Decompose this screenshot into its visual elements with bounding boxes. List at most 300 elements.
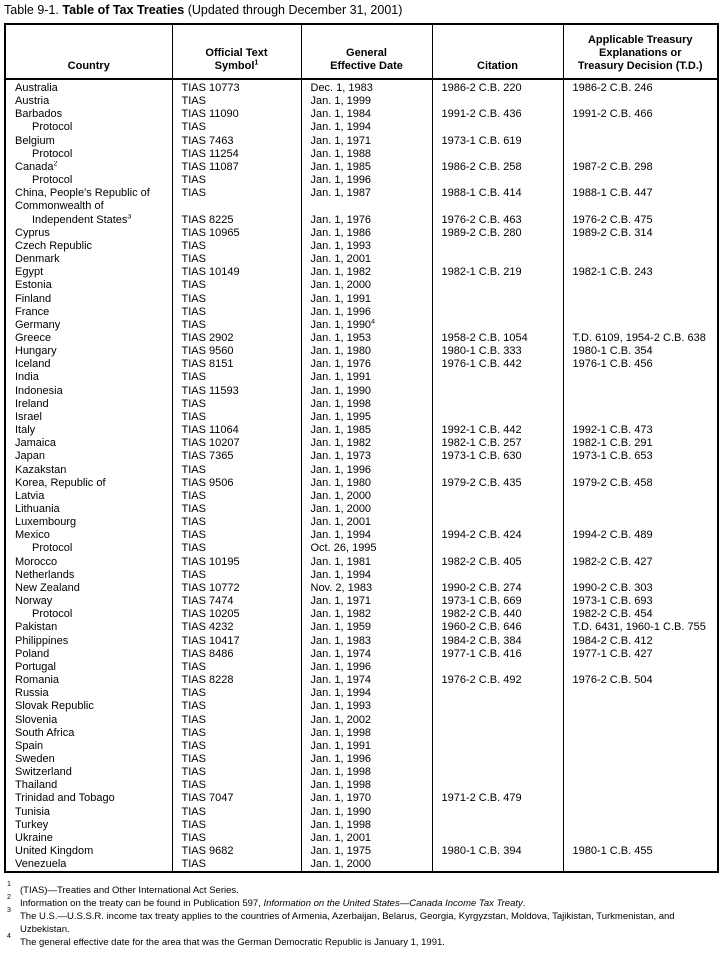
citation-cell: [432, 306, 563, 319]
table-row: [5, 437, 718, 450]
effective-date-cell: Jan. 1, 1996: [301, 174, 432, 187]
country-label: United Kingdom: [15, 845, 94, 858]
country-cell: [5, 792, 172, 805]
country-label: Poland: [15, 647, 50, 660]
effective-date-cell: Jan. 1, 1991: [301, 293, 432, 306]
table-row: [5, 595, 718, 608]
country-cell: [5, 727, 172, 740]
country-cell: [5, 227, 172, 240]
effective-date-cell: Jan. 1, 1996: [301, 306, 432, 319]
country-cell: [5, 819, 172, 832]
country-label: India: [15, 371, 39, 384]
table-row: [5, 161, 718, 174]
title-prefix: Table 9-1.: [4, 3, 59, 17]
symbol-cell: TIAS: [172, 779, 301, 792]
table-header: [5, 24, 718, 79]
treasury-cell: [563, 306, 718, 319]
effective-date-cell: Dec. 1, 1983: [301, 79, 432, 95]
country-cell: [5, 437, 172, 450]
effective-date-cell: Jan. 1, 1994: [301, 687, 432, 700]
effective-date-cell: Jan. 1, 1987: [301, 187, 432, 200]
treasury-cell: [563, 135, 718, 148]
country-label: Barbados: [15, 108, 63, 121]
table-row: [5, 806, 718, 819]
col-header-country-label: Country: [67, 60, 110, 72]
symbol-cell: TIAS: [172, 714, 301, 727]
citation-cell: [432, 503, 563, 516]
citation-cell: 1988-1 C.B. 414: [432, 187, 563, 200]
table-row: [5, 858, 718, 872]
country-cell: [5, 424, 172, 437]
effective-date-cell: Jan. 1, 1999: [301, 95, 432, 108]
country-label: Ukraine: [15, 831, 53, 844]
table-row: [5, 714, 718, 727]
symbol-cell: TIAS: [172, 569, 301, 582]
country-label: Trinidad and Tobago: [15, 792, 115, 805]
col-header-symbol-line1: Official Text: [205, 47, 268, 59]
table-row: [5, 332, 718, 345]
country-cell: [5, 464, 172, 477]
country-cell: [5, 714, 172, 727]
treasury-cell: [563, 516, 718, 529]
country-label: Protocol: [32, 608, 73, 621]
symbol-cell: TIAS 10417: [172, 635, 301, 648]
country-label: Germany: [15, 318, 61, 331]
country-cell: [5, 661, 172, 674]
citation-cell: 1991-2 C.B. 436: [432, 108, 563, 121]
country-label: Israel: [15, 410, 42, 423]
country-cell: [5, 411, 172, 424]
table-row: [5, 766, 718, 779]
title-main: Table of Tax Treaties: [62, 3, 185, 17]
country-label: Australia: [15, 82, 58, 94]
treasury-cell: 1989-2 C.B. 314: [563, 227, 718, 240]
treasury-cell: [563, 766, 718, 779]
symbol-cell: TIAS 10149: [172, 266, 301, 279]
symbol-cell: TIAS 8151: [172, 358, 301, 371]
citation-cell: [432, 253, 563, 266]
effective-date-cell: Jan. 1, 1971: [301, 595, 432, 608]
country-label: Kazakstan: [15, 463, 67, 476]
effective-date-cell: Jan. 1, 1970: [301, 792, 432, 805]
symbol-cell: TIAS 11064: [172, 424, 301, 437]
country-label: Czech Republic: [15, 239, 93, 252]
table-row: [5, 227, 718, 240]
citation-cell: [432, 293, 563, 306]
symbol-cell: TIAS 10205: [172, 608, 301, 621]
symbol-cell: TIAS: [172, 661, 301, 674]
country-cell: [5, 595, 172, 608]
citation-cell: [432, 95, 563, 108]
citation-cell: 1986-2 C.B. 220: [432, 79, 563, 95]
table-row: [5, 200, 718, 213]
treasury-cell: 1982-2 C.B. 427: [563, 556, 718, 569]
col-header-effective-date: [301, 24, 432, 79]
treasury-cell: [563, 200, 718, 213]
effective-date-cell: Jan. 1, 1998: [301, 819, 432, 832]
citation-cell: [432, 832, 563, 845]
table-row: [5, 503, 718, 516]
symbol-cell: TIAS: [172, 858, 301, 872]
country-cell: [5, 516, 172, 529]
symbol-cell: TIAS 7463: [172, 135, 301, 148]
effective-date-cell: [301, 200, 432, 213]
effective-date-cell: Jan. 1, 1973: [301, 450, 432, 463]
table-row: [5, 740, 718, 753]
effective-date-cell: Jan. 1, 1991: [301, 371, 432, 384]
citation-cell: [432, 661, 563, 674]
symbol-cell: TIAS: [172, 187, 301, 200]
treasury-cell: [563, 832, 718, 845]
symbol-cell: TIAS: [172, 95, 301, 108]
symbol-cell: TIAS: [172, 832, 301, 845]
country-cell: [5, 450, 172, 463]
country-cell: [5, 832, 172, 845]
symbol-cell: TIAS 2902: [172, 332, 301, 345]
symbol-cell: TIAS: [172, 253, 301, 266]
symbol-cell: TIAS 9560: [172, 345, 301, 358]
citation-cell: 1980-1 C.B. 333: [432, 345, 563, 358]
country-cell: [5, 766, 172, 779]
symbol-cell: [172, 200, 301, 213]
country-label: Independent States: [32, 213, 128, 226]
table-row: [5, 477, 718, 490]
table-row: [5, 358, 718, 371]
table-row: [5, 319, 718, 332]
effective-date-cell: Jan. 1, 1993: [301, 240, 432, 253]
symbol-cell: TIAS 10195: [172, 556, 301, 569]
effective-date-cell: Jan. 1, 1994: [301, 529, 432, 542]
citation-cell: [432, 200, 563, 213]
citation-cell: 1960-2 C.B. 646: [432, 621, 563, 634]
citation-cell: [432, 700, 563, 713]
effective-date-cell: Jan. 1, 1998: [301, 398, 432, 411]
country-cell: [5, 529, 172, 542]
symbol-cell: TIAS: [172, 464, 301, 477]
table-row: [5, 306, 718, 319]
citation-cell: 1973-1 C.B. 619: [432, 135, 563, 148]
treasury-cell: 1990-2 C.B. 303: [563, 582, 718, 595]
citation-cell: 1984-2 C.B. 384: [432, 635, 563, 648]
country-label: China, People's Republic of: [15, 187, 150, 200]
treasury-cell: 1973-1 C.B. 653: [563, 450, 718, 463]
footnote-4: 4 The general effective date for the area that was the German Democratic Republic is January 1, 1991.: [7, 933, 445, 949]
symbol-cell: TIAS 7047: [172, 792, 301, 805]
country-cell: [5, 200, 172, 213]
col-header-country: [5, 24, 172, 79]
treasury-cell: 1973-1 C.B. 693: [563, 595, 718, 608]
country-label: Morocco: [15, 555, 58, 568]
country-cell: [5, 371, 172, 384]
effective-date-cell: Jan. 1, 1996: [301, 753, 432, 766]
table-row: [5, 687, 718, 700]
effective-date-cell: Jan. 1, 1984: [301, 108, 432, 121]
treasury-cell: 1976-1 C.B. 456: [563, 358, 718, 371]
symbol-cell: TIAS: [172, 411, 301, 424]
effective-date-cell: Jan. 1, 1980: [301, 477, 432, 490]
footnote-3: 3 The U.S.—U.S.S.R. income tax treaty applies to the countries of Armenia, Azerbaijan, Belarus, Georgia, Kyrgyzstan, Moldova, Tajikistan, Turkmenistan, and Uzbekistan.: [7, 907, 675, 936]
country-cell: [5, 845, 172, 858]
country-label: Hungary: [15, 345, 57, 358]
symbol-cell: TIAS 11087: [172, 161, 301, 174]
table-row: [5, 450, 718, 463]
country-cell: [5, 608, 172, 621]
table-row: [5, 727, 718, 740]
effective-date-cell: Jan. 1, 1974: [301, 648, 432, 661]
citation-cell: [432, 727, 563, 740]
table-row: [5, 635, 718, 648]
country-label: Latvia: [15, 489, 45, 502]
country-cell: [5, 240, 172, 253]
country-label: Spain: [15, 739, 44, 752]
tax-treaties-table: [4, 23, 719, 873]
country-cell: [5, 148, 172, 161]
country-cell: [5, 253, 172, 266]
effective-date-cell: Jan. 1, 2001: [301, 253, 432, 266]
country-label: Belgium: [15, 134, 55, 147]
footnote-ref-1: 1: [254, 59, 259, 67]
table-row: [5, 464, 718, 477]
citation-cell: [432, 714, 563, 727]
table-row: [5, 621, 718, 634]
country-label: New Zealand: [15, 581, 80, 594]
country-cell: [5, 187, 172, 200]
symbol-cell: TIAS 8225: [172, 214, 301, 227]
footnote-2: 2 Information on the treaty can be found in Publication 597, Information on the United States—Canada Income Tax Treaty.: [7, 894, 526, 910]
effective-date-cell: Jan. 1, 1975: [301, 845, 432, 858]
citation-cell: [432, 148, 563, 161]
country-cell: [5, 635, 172, 648]
country-label: Luxembourg: [15, 516, 77, 529]
citation-cell: 1986-2 C.B. 258: [432, 161, 563, 174]
symbol-cell: TIAS 8228: [172, 674, 301, 687]
country-label: Finland: [15, 292, 52, 305]
citation-cell: [432, 385, 563, 398]
symbol-cell: TIAS 10772: [172, 582, 301, 595]
symbol-cell: TIAS: [172, 240, 301, 253]
effective-date-cell: Jan. 1, 2000: [301, 503, 432, 516]
effective-date-cell: Jan. 1, 1994: [301, 121, 432, 134]
country-label: Portugal: [15, 660, 56, 673]
table-row: [5, 424, 718, 437]
treasury-cell: 1984-2 C.B. 412: [563, 635, 718, 648]
table-row: [5, 174, 718, 187]
citation-cell: [432, 240, 563, 253]
symbol-cell: TIAS 10965: [172, 227, 301, 240]
treasury-cell: 1982-2 C.B. 454: [563, 608, 718, 621]
citation-cell: 1976-2 C.B. 492: [432, 674, 563, 687]
country-label: Canada: [15, 160, 54, 173]
country-cell: [5, 582, 172, 595]
table-row: [5, 819, 718, 832]
effective-date-cell: Jan. 1, 1996: [301, 661, 432, 674]
country-cell: [5, 477, 172, 490]
citation-cell: 1958-2 C.B. 1054: [432, 332, 563, 345]
country-label: Egypt: [15, 266, 44, 279]
symbol-cell: TIAS: [172, 306, 301, 319]
table-row: [5, 792, 718, 805]
treasury-cell: 1987-2 C.B. 298: [563, 161, 718, 174]
country-label: Korea, Republic of: [15, 476, 106, 489]
treasury-cell: T.D. 6431, 1960-1 C.B. 755: [563, 621, 718, 634]
treasury-cell: 1979-2 C.B. 458: [563, 477, 718, 490]
country-cell: [5, 95, 172, 108]
country-label: Denmark: [15, 253, 60, 266]
citation-cell: [432, 319, 563, 332]
effective-date-cell: Nov. 2, 1983: [301, 582, 432, 595]
citation-cell: [432, 398, 563, 411]
table-row: [5, 569, 718, 582]
citation-cell: 1982-1 C.B. 257: [432, 437, 563, 450]
symbol-cell: TIAS: [172, 398, 301, 411]
country-label: France: [15, 305, 50, 318]
effective-date-cell: Jan. 1, 1994: [301, 569, 432, 582]
country-label: Jamaica: [15, 437, 56, 450]
effective-date-cell: Jan. 1, 1990$^4$: [301, 319, 432, 332]
treasury-cell: [563, 806, 718, 819]
citation-cell: 1976-2 C.B. 463: [432, 214, 563, 227]
country-label: Pakistan: [15, 621, 58, 634]
effective-date-cell: Jan. 1, 1995: [301, 411, 432, 424]
citation-cell: [432, 766, 563, 779]
country-label: Romania: [15, 674, 60, 687]
country-cell: [5, 490, 172, 503]
table-row: [5, 542, 718, 555]
symbol-cell: TIAS: [172, 490, 301, 503]
symbol-cell: TIAS: [172, 319, 301, 332]
table-row: [5, 293, 718, 306]
citation-cell: [432, 806, 563, 819]
symbol-cell: TIAS 9682: [172, 845, 301, 858]
country-label: Thailand: [15, 779, 58, 792]
country-label: Commonwealth of: [15, 200, 104, 213]
effective-date-cell: Jan. 1, 2000: [301, 858, 432, 872]
effective-date-cell: Jan. 1, 1998: [301, 766, 432, 779]
table-row: [5, 608, 718, 621]
symbol-cell: TIAS 4232: [172, 621, 301, 634]
country-cell: [5, 266, 172, 279]
effective-date-cell: Jan. 1, 2001: [301, 832, 432, 845]
treasury-cell: [563, 753, 718, 766]
table-row: [5, 135, 718, 148]
symbol-cell: TIAS: [172, 753, 301, 766]
effective-date-cell: Jan. 1, 1976: [301, 214, 432, 227]
citation-cell: [432, 411, 563, 424]
treasury-cell: 1988-1 C.B. 447: [563, 187, 718, 200]
treasury-cell: [563, 687, 718, 700]
country-label: Japan: [15, 450, 45, 463]
treasury-cell: [563, 371, 718, 384]
effective-date-cell: Jan. 1, 1974: [301, 674, 432, 687]
col-header-treasury: [563, 24, 718, 79]
effective-date-cell: Oct. 26, 1995: [301, 542, 432, 555]
symbol-cell: TIAS: [172, 819, 301, 832]
country-label: Venezuela: [15, 858, 67, 871]
symbol-cell: TIAS: [172, 727, 301, 740]
effective-date-cell: Jan. 1, 1991: [301, 740, 432, 753]
citation-cell: 1994-2 C.B. 424: [432, 529, 563, 542]
treasury-cell: [563, 490, 718, 503]
country-cell: [5, 806, 172, 819]
citation-cell: [432, 516, 563, 529]
table-row: [5, 385, 718, 398]
country-label: Philippines: [15, 634, 69, 647]
footnote-ref-2: 2: [53, 160, 58, 168]
symbol-cell: TIAS: [172, 687, 301, 700]
country-label: Greece: [15, 331, 52, 344]
citation-cell: 1982-2 C.B. 405: [432, 556, 563, 569]
country-label: Switzerland: [15, 766, 72, 779]
citation-cell: [432, 740, 563, 753]
table-row: [5, 832, 718, 845]
treasury-cell: [563, 727, 718, 740]
country-label: Norway: [15, 595, 53, 608]
table-row: [5, 845, 718, 858]
treasury-cell: [563, 464, 718, 477]
treasury-cell: [563, 385, 718, 398]
country-label: Slovenia: [15, 713, 58, 726]
country-cell: [5, 700, 172, 713]
country-label: Italy: [15, 424, 36, 437]
table-row: [5, 516, 718, 529]
treasury-cell: [563, 792, 718, 805]
citation-cell: [432, 121, 563, 134]
country-cell: [5, 293, 172, 306]
effective-date-cell: Jan. 1, 1986: [301, 227, 432, 240]
country-cell: [5, 687, 172, 700]
col-header-symbol-line2: Symbol: [214, 60, 255, 72]
country-label: Indonesia: [15, 384, 63, 397]
effective-date-cell: Jan. 1, 1998: [301, 727, 432, 740]
effective-date-cell: Jan. 1, 2001: [301, 516, 432, 529]
country-label: Turkey: [15, 818, 49, 831]
symbol-cell: TIAS: [172, 516, 301, 529]
citation-cell: [432, 279, 563, 292]
col-header-treasury-line1: Applicable Treasury: [587, 34, 693, 46]
country-cell: [5, 569, 172, 582]
country-cell: [5, 674, 172, 687]
country-cell: [5, 319, 172, 332]
symbol-cell: TIAS 7474: [172, 595, 301, 608]
citation-cell: [432, 753, 563, 766]
symbol-cell: TIAS: [172, 740, 301, 753]
treasury-cell: 1991-2 C.B. 466: [563, 108, 718, 121]
table-row: [5, 411, 718, 424]
citation-cell: 1973-1 C.B. 669: [432, 595, 563, 608]
citation-cell: 1973-1 C.B. 630: [432, 450, 563, 463]
country-label: Protocol: [32, 174, 73, 187]
table-row: [5, 253, 718, 266]
treasury-cell: [563, 542, 718, 555]
treasury-cell: 1976-2 C.B. 504: [563, 674, 718, 687]
treasury-cell: 1982-1 C.B. 291: [563, 437, 718, 450]
footnote-ref-4: 4: [371, 318, 375, 326]
symbol-cell: TIAS: [172, 700, 301, 713]
country-cell: [5, 358, 172, 371]
treasury-cell: [563, 148, 718, 161]
table-row: [5, 648, 718, 661]
citation-cell: 1977-1 C.B. 416: [432, 648, 563, 661]
symbol-cell: TIAS: [172, 371, 301, 384]
table-row: [5, 214, 718, 227]
table-row: [5, 95, 718, 108]
treasury-cell: [563, 858, 718, 872]
country-cell: [5, 503, 172, 516]
symbol-cell: TIAS 11254: [172, 148, 301, 161]
effective-date-cell: Jan. 1, 1993: [301, 700, 432, 713]
table-row: [5, 398, 718, 411]
treasury-cell: T.D. 6109, 1954-2 C.B. 638: [563, 332, 718, 345]
